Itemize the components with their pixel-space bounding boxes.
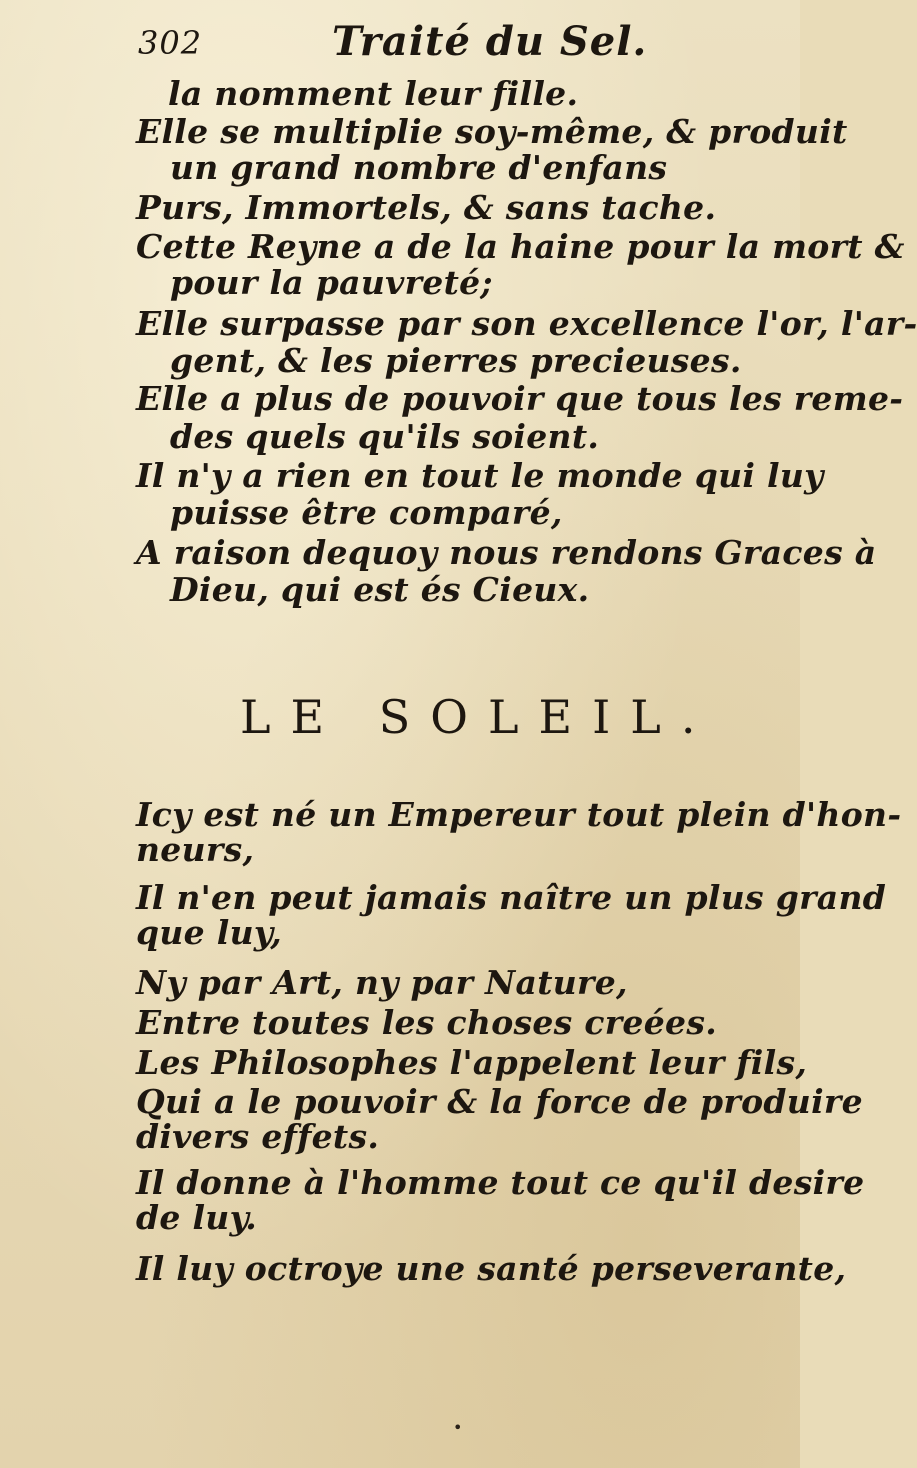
section-heading: LE SOLEIL. [240, 690, 716, 744]
verse-line: Cette Reyne a de la haine pour la mort & [136, 227, 905, 266]
verse-line: divers effets. [136, 1117, 380, 1156]
verse-line: puisse être comparé, [170, 493, 563, 532]
verse-line: pour la pauvreté; [170, 263, 493, 302]
verse-line: un grand nombre d'enfans [170, 148, 668, 187]
verse-line: Il n'en peut jamais naître un plus grand [136, 878, 887, 917]
running-title: Traité du Sel. [332, 18, 648, 65]
verse-line: neurs, [136, 830, 255, 869]
verse-line: Les Philosophes l'appelent leur fils, [136, 1043, 808, 1082]
verse-line: Purs, Immortels, & sans tache. [136, 188, 717, 227]
verse-line: Qui a le pouvoir & la force de produire [136, 1082, 863, 1121]
verse-line: des quels qu'ils soient. [170, 417, 600, 456]
page-number: 302 [138, 24, 203, 62]
verse-line: la nomment leur fille. [168, 74, 579, 113]
verse-line: Il donne à l'homme tout ce qu'il desire [136, 1163, 865, 1202]
verse-line: que luy, [136, 913, 282, 952]
verse-line: Elle surpasse par son excellence l'or, l'ar- [136, 304, 917, 343]
verse-line: Icy est né un Empereur tout plein d'hon- [136, 795, 902, 834]
verse-line: Elle a plus de pouvoir que tous les reme- [136, 379, 904, 418]
verse-line: Ny par Art, ny par Nature, [136, 963, 628, 1002]
running-head [138, 18, 740, 70]
verse-line: Il n'y a rien en tout le monde qui luy [136, 456, 824, 495]
verse-line: Elle se multiplie soy-même, & produit [136, 112, 848, 151]
verse-line: Il luy octroye une santé perseverante, [136, 1249, 847, 1288]
verse-line: A raison dequoy nous rendons Graces à [136, 533, 877, 572]
verse-line: Dieu, qui est és Cieux. [170, 570, 590, 609]
verse-line: de luy. [136, 1198, 258, 1237]
verse-line: Entre toutes les choses creées. [136, 1003, 717, 1042]
ornament-dot: • [453, 1418, 463, 1437]
verse-line: gent, & les pierres precieuses. [170, 341, 742, 380]
